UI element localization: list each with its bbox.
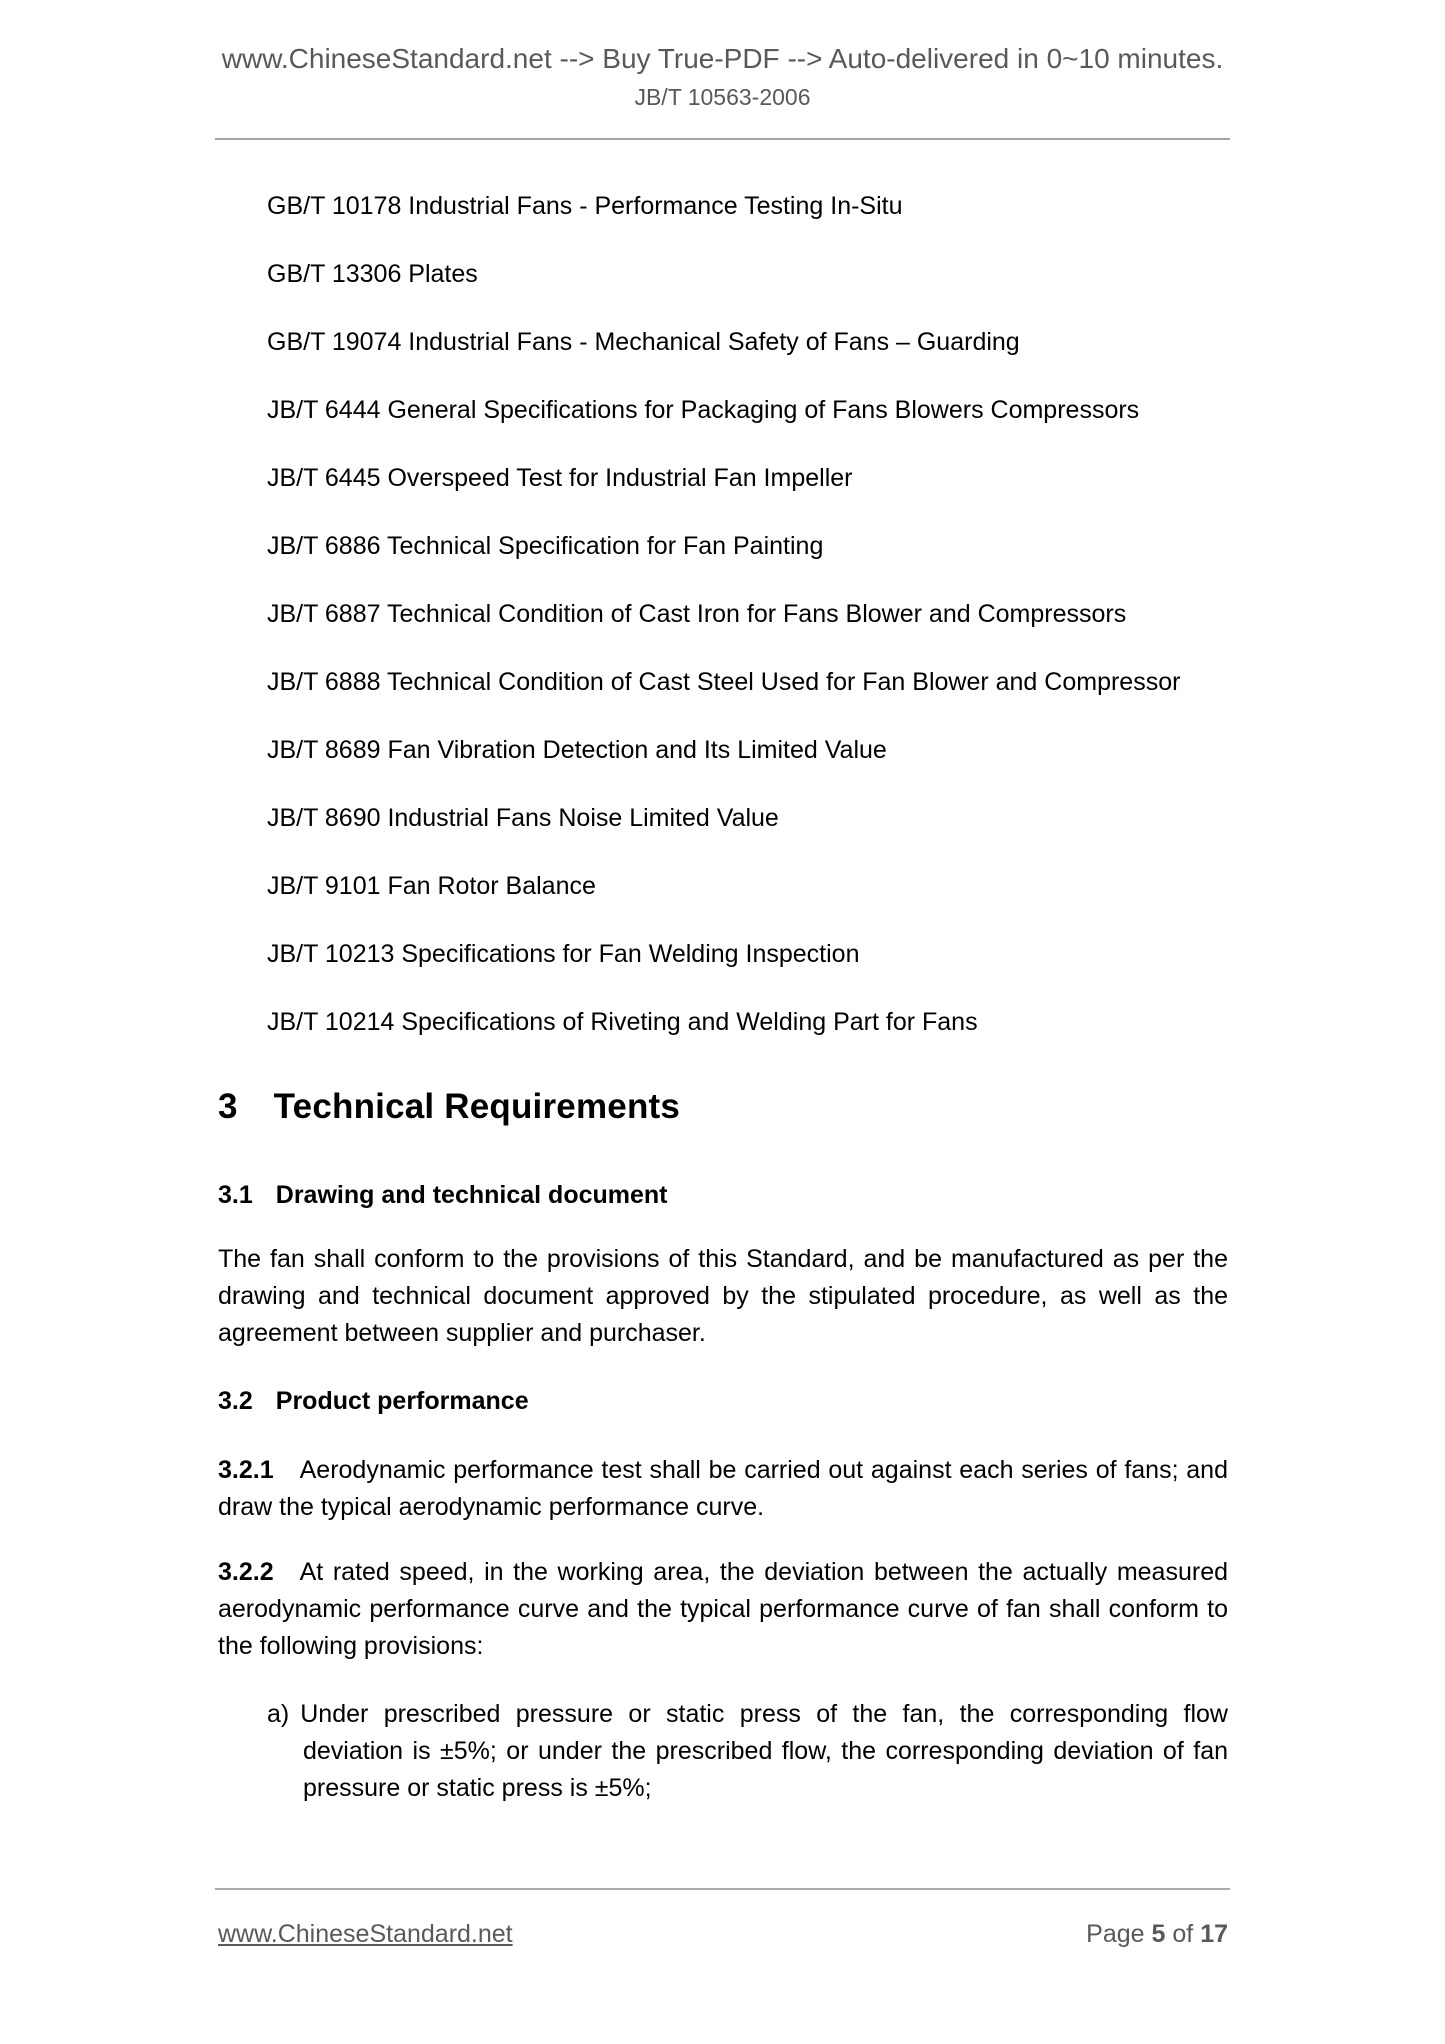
section-3-1-number: 3.1 xyxy=(218,1181,253,1209)
reference-item: JB/T 6888 Technical Condition of Cast Steel Used for Fan Blower and Compressor xyxy=(267,668,1181,696)
document-content xyxy=(0,188,1445,1807)
section-3-1-paragraph: The fan shall conform to the provisions of this Standard, and be manufactured as per the drawing and technical document approved by the stipulated procedure, as well as the agreement between supplier and purchaser. xyxy=(218,1245,1228,1347)
reference-item: JB/T 10213 Specifications for Fan Welding Inspection xyxy=(267,940,860,968)
clause-3-2-1-number: 3.2.1 xyxy=(218,1456,274,1484)
reference-item: JB/T 6444 General Specifications for Packaging of Fans Blowers Compressors xyxy=(267,396,1140,424)
reference-item: JB/T 6445 Overspeed Test for Industrial Fan Impeller xyxy=(267,464,853,492)
section-3-2-number: 3.2 xyxy=(218,1387,253,1415)
reference-item: GB/T 13306 Plates xyxy=(267,260,478,288)
list-item-a xyxy=(218,1696,1228,1807)
list-item-a-marker: a) xyxy=(267,1700,290,1728)
page-number: 5 xyxy=(1151,1920,1166,1948)
page-indicator xyxy=(1086,1920,1228,1949)
reference-item: JB/T 8690 Industrial Fans Noise Limited Value xyxy=(267,804,779,832)
references-list xyxy=(218,188,1228,1041)
clause-3-2-1 xyxy=(218,1452,1228,1526)
section-title: Technical Requirements xyxy=(273,1087,681,1126)
reference-item: JB/T 10214 Specifications of Riveting and Welding Part for Fans xyxy=(267,1008,978,1036)
header-rule xyxy=(215,138,1230,140)
page-footer xyxy=(0,1888,1445,1949)
section-3-2-heading xyxy=(218,1383,1228,1420)
page-total: 17 xyxy=(1200,1920,1228,1948)
page-word: Page xyxy=(1086,1920,1145,1948)
reference-item: JB/T 6886 Technical Specification for Fan Painting xyxy=(267,532,824,560)
header-tagline: www.ChineseStandard.net --> Buy True-PDF --> Auto-delivered in 0~10 minutes. xyxy=(221,43,1224,74)
section-3-1-title: Drawing and technical document xyxy=(275,1181,668,1209)
section-3-1-heading xyxy=(218,1177,1228,1214)
clause-3-2-2-text: At rated speed, in the working area, the deviation between the actually measured aerodynamic performance curve and the typical performance curve of fan shall conform to the following provisions: xyxy=(218,1558,1228,1660)
footer-rule xyxy=(215,1888,1230,1890)
footer-row xyxy=(218,1920,1228,1949)
reference-item: JB/T 6887 Technical Condition of Cast Iron for Fans Blower and Compressors xyxy=(267,600,1127,628)
reference-item: GB/T 10178 Industrial Fans - Performance Testing In-Situ xyxy=(267,192,903,220)
clause-3-2-2-number: 3.2.2 xyxy=(218,1558,274,1586)
list-item-a-text: Under prescribed pressure or static press of the fan, the corresponding flow deviation is ±5%; or under the prescribed flow, the corresponding deviation of fan pressure or static press is ±5%; xyxy=(300,1700,1228,1802)
section-3-heading xyxy=(218,1083,1228,1131)
page-header xyxy=(0,0,1445,111)
reference-item: JB/T 9101 Fan Rotor Balance xyxy=(267,872,596,900)
reference-item: GB/T 19074 Industrial Fans - Mechanical Safety of Fans – Guarding xyxy=(267,328,1020,356)
standard-code: JB/T 10563-2006 xyxy=(634,84,811,110)
reference-item: JB/T 8689 Fan Vibration Detection and Its Limited Value xyxy=(267,736,887,764)
clause-3-2-2 xyxy=(218,1554,1228,1665)
footer-site-link[interactable]: www.ChineseStandard.net xyxy=(218,1920,513,1948)
section-3-2-title: Product performance xyxy=(275,1387,529,1415)
section-number: 3 xyxy=(218,1087,238,1126)
of-word: of xyxy=(1172,1920,1194,1948)
clause-3-2-1-text: Aerodynamic performance test shall be carried out against each series of fans; and draw the typical aerodynamic performance curve. xyxy=(218,1456,1228,1521)
